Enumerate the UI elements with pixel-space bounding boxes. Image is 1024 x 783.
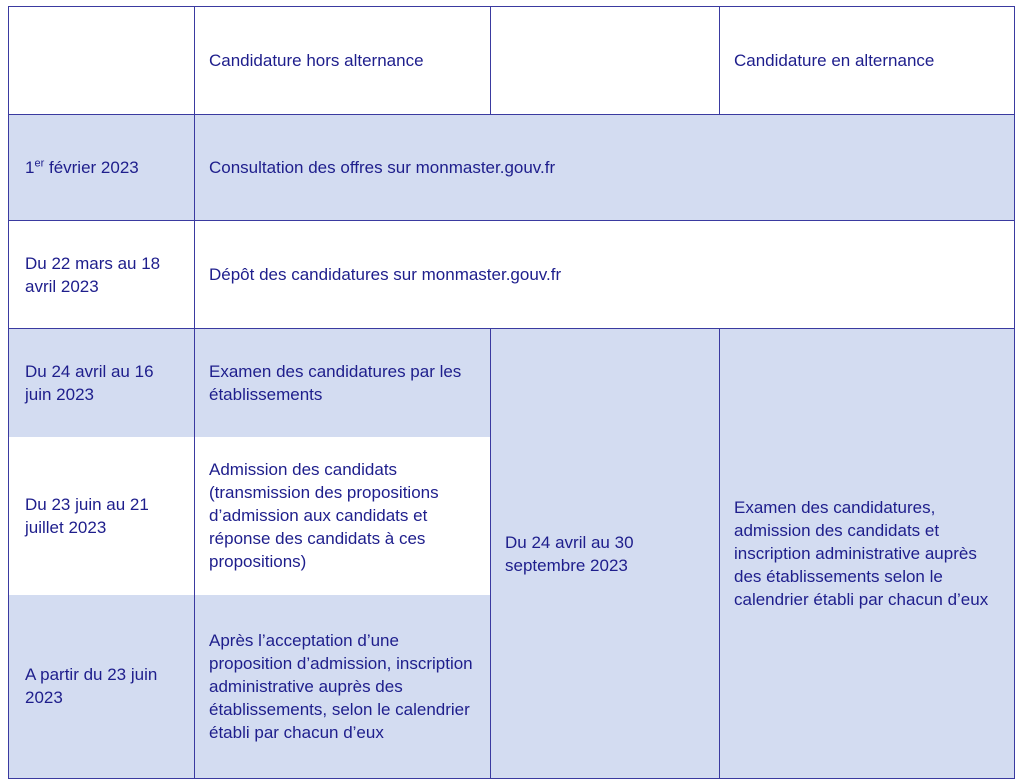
date-cell: Du 23 juin au 21 juillet 2023 [9, 437, 195, 595]
table-row [9, 115, 1015, 221]
header-row [9, 7, 1015, 115]
date-cell [9, 115, 195, 221]
step-cell: Après l’acceptation d’une proposition d’admission, inscription administrative auprès des établissements, selon le calendrier établi par chacun d’eux [195, 595, 491, 779]
header-middle-cell [491, 7, 720, 115]
header-en-alternance: Candidature en alternance [720, 7, 1015, 115]
step-cell: Admission des candidats (transmission des propositions d’admission aux candidats et réponse des candidats à ces propositions) [195, 437, 491, 595]
date-prefix: 1 [25, 158, 35, 177]
master-calendar-table [8, 6, 1015, 779]
date-suffix: février 2023 [44, 158, 139, 177]
date-superscript: er [34, 157, 45, 170]
table-row [9, 221, 1015, 329]
date-cell: A partir du 23 juin 2023 [9, 595, 195, 779]
step-cell: Dépôt des candidatures sur monmaster.gouv.fr [195, 221, 1015, 329]
header-corner-cell [9, 7, 195, 115]
table-row [9, 329, 1015, 437]
date-cell: Du 24 avril au 16 juin 2023 [9, 329, 195, 437]
step-cell: Examen des candidatures par les établissements [195, 329, 491, 437]
date-cell: Du 22 mars au 18 avril 2023 [9, 221, 195, 329]
step-cell: Consultation des offres sur monmaster.gouv.fr [195, 115, 1015, 221]
middle-period-cell: Du 24 avril au 30 septembre 2023 [491, 329, 720, 779]
header-hors-alternance: Candidature hors alternance [195, 7, 491, 115]
alternance-cell: Examen des candidatures, admission des candidats et inscription administrative auprès des établissements selon le calendrier établi par chacun d’eux [720, 329, 1015, 779]
